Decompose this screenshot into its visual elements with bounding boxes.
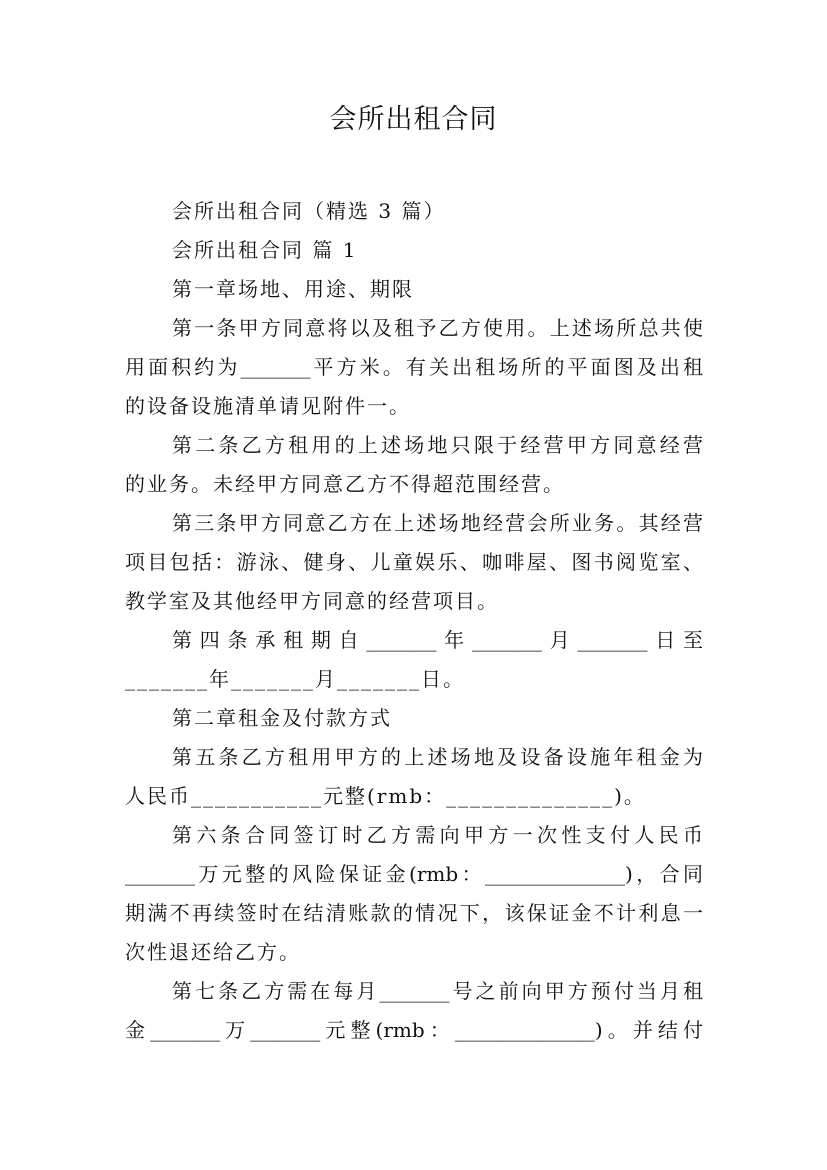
paragraph-line: 用面积约为_______平方米。有关出租场所的平面图及出租 xyxy=(125,355,703,379)
chapter-heading: 第一章场地、用途、期限 xyxy=(172,277,414,301)
paragraph-line: 期满不再续签时在结清账款的情况下，该保证金不计利息一 xyxy=(125,901,703,925)
paragraph-line: 第六条合同签订时乙方需向甲方一次性支付人民币 xyxy=(172,823,703,847)
paragraph-line: 第三条甲方同意乙方在上述场地经营会所业务。其经营 xyxy=(172,511,703,535)
document-subtitle: 会所出租合同（精选 3 篇） xyxy=(172,199,446,223)
paragraph-line: 第二条乙方租用的上述场地只限于经营甲方同意经营 xyxy=(172,433,703,457)
document-title: 会所出租合同 xyxy=(329,104,498,135)
paragraph-line: _______万元整的风险保证金(rmb：______________)，合同 xyxy=(125,862,703,886)
paragraph-line: 教学室及其他经甲方同意的经营项目。 xyxy=(125,589,499,613)
paragraph-line: 的业务。未经甲方同意乙方不得超范围经营。 xyxy=(125,472,565,496)
paragraph-line: 第一条甲方同意将以及租予乙方使用。上述场所总共使 xyxy=(172,316,703,340)
paragraph-line: 项目包括：游泳、健身、儿童娱乐、咖啡屋、图书阅览室、 xyxy=(125,550,703,574)
paragraph-line: 第四条承租期自_______年_______月_______日至 xyxy=(172,628,703,652)
paragraph-line: 第七条乙方需在每月_______号之前向甲方预付当月租 xyxy=(172,979,703,1003)
section-heading: 会所出租合同 篇 1 xyxy=(172,238,358,262)
paragraph-line: _______年_______月_______日。 xyxy=(125,667,465,691)
chapter-heading: 第二章租金及付款方式 xyxy=(172,706,392,730)
paragraph-line: 次性退还给乙方。 xyxy=(125,940,301,964)
paragraph-line: 人民币___________元整(rmb：______________)。 xyxy=(125,784,646,808)
paragraph-line: 金_______万_______元整(rmb：______________)。并结付 xyxy=(125,1018,703,1042)
paragraph-line: 的设备设施清单请见附件一。 xyxy=(125,394,411,418)
paragraph-line: 第五条乙方租用甲方的上述场地及设备设施年租金为 xyxy=(172,745,703,769)
